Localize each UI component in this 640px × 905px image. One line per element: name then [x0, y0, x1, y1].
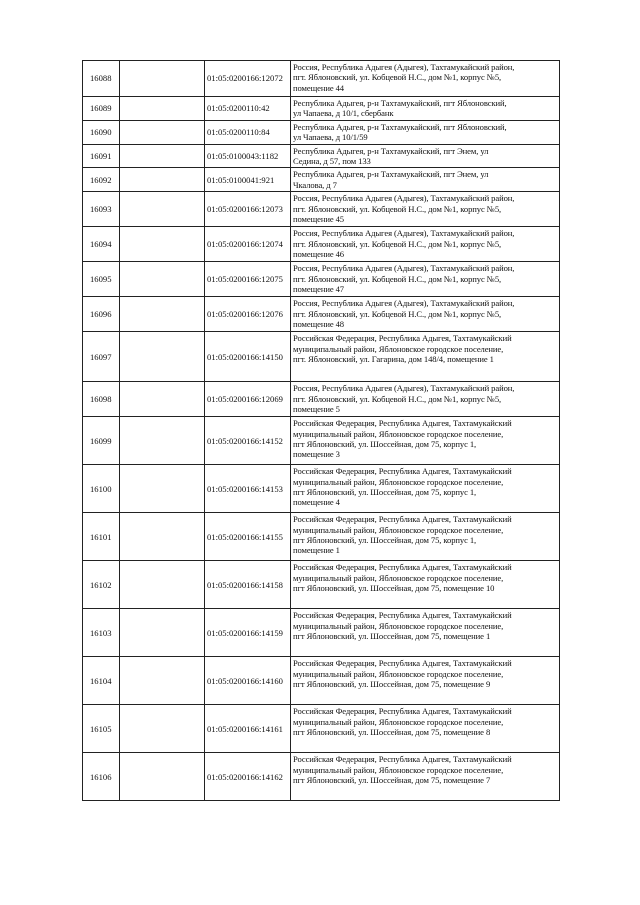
row-number-cell: 16088 — [83, 61, 120, 97]
registry-table-body — [83, 61, 560, 801]
empty-cell — [120, 705, 205, 753]
cadastral-number-cell: 01:05:0200166:14152 — [205, 417, 291, 465]
address-cell: Российская Федерация, Республика Адыгея, Тахтамукайский муниципальный район, Яблоновское городское поселение, пгт Яблоновский, ул. Шоссейная, дом 75, помещение 7 — [291, 753, 560, 801]
row-number-cell: 16106 — [83, 753, 120, 801]
cadastral-number-cell: 01:05:0200166:14153 — [205, 465, 291, 513]
cadastral-number-cell: 01:05:0200166:14162 — [205, 753, 291, 801]
cadastral-number-cell: 01:05:0200166:12074 — [205, 227, 291, 262]
address-cell: Россия, Республика Адыгея (Адыгея), Тахтамукайский район, пгт. Яблоновский, ул. Кобцевой Н.С., дом №1, корпус №5, помещение 47 — [291, 262, 560, 297]
row-number-cell: 16092 — [83, 168, 120, 192]
table-row — [83, 465, 560, 513]
table-row — [83, 657, 560, 705]
address-cell: Республика Адыгея, р-н Тахтамукайский, пгт Яблоновский, ул Чапаева, д 10/1/59 — [291, 120, 560, 144]
table-row — [83, 97, 560, 121]
row-number-cell: 16102 — [83, 561, 120, 609]
table-row — [83, 144, 560, 168]
address-cell: Республика Адыгея, р-н Тахтамукайский, пгт Яблоновский, ул Чапаева, д 10/1, сбербанк — [291, 97, 560, 121]
empty-cell — [120, 297, 205, 332]
address-cell: Российская Федерация, Республика Адыгея, Тахтамукайский муниципальный район, Яблоновское городское поселение, пгт Яблоновский, ул. Шоссейная, дом 75, помещение 10 — [291, 561, 560, 609]
address-cell: Российская Федерация, Республика Адыгея, Тахтамукайский муниципальный район, Яблоновское городское поселение, пгт Яблоновский, ул. Шоссейная, дом 75, помещение 9 — [291, 657, 560, 705]
table-row — [83, 417, 560, 465]
empty-cell — [120, 417, 205, 465]
address-cell: Россия, Республика Адыгея (Адыгея), Тахтамукайский район, пгт. Яблоновский, ул. Кобцевой Н.С., дом №1, корпус №5, помещение 45 — [291, 192, 560, 227]
cadastral-number-cell: 01:05:0200166:14150 — [205, 332, 291, 382]
empty-cell — [120, 120, 205, 144]
empty-cell — [120, 192, 205, 227]
empty-cell — [120, 97, 205, 121]
cadastral-number-cell: 01:05:0200166:14159 — [205, 609, 291, 657]
address-cell: Российская Федерация, Республика Адыгея, Тахтамукайский муниципальный район, Яблоновское городское поселение, пгт Яблоновский, ул. Шоссейная, дом 75, помещение 8 — [291, 705, 560, 753]
cadastral-number-cell: 01:05:0200166:14155 — [205, 513, 291, 561]
table-row — [83, 227, 560, 262]
table-row — [83, 297, 560, 332]
empty-cell — [120, 227, 205, 262]
address-cell: Республика Адыгея, р-н Тахтамукайский, пгт Энем, ул Чкалова, д 7 — [291, 168, 560, 192]
table-row — [83, 753, 560, 801]
address-cell: Российская Федерация, Республика Адыгея, Тахтамукайский муниципальный район, Яблоновское городское поселение, пгт Яблоновский, ул. Шоссейная, дом 75, корпус 1, помещение 3 — [291, 417, 560, 465]
empty-cell — [120, 465, 205, 513]
table-row — [83, 561, 560, 609]
empty-cell — [120, 144, 205, 168]
row-number-cell: 16104 — [83, 657, 120, 705]
row-number-cell: 16094 — [83, 227, 120, 262]
address-cell: Россия, Республика Адыгея (Адыгея), Тахтамукайский район, пгт. Яблоновский, ул. Кобцевой Н.С., дом №1, корпус №5, помещение 44 — [291, 61, 560, 97]
cadastral-number-cell: 01:05:0200166:12069 — [205, 382, 291, 417]
address-cell: Россия, Республика Адыгея (Адыгея), Тахтамукайский район, пгт. Яблоновский, ул. Кобцевой Н.С., дом №1, корпус №5, помещение 5 — [291, 382, 560, 417]
empty-cell — [120, 168, 205, 192]
cadastral-number-cell: 01:05:0100041:921 — [205, 168, 291, 192]
empty-cell — [120, 657, 205, 705]
table-row — [83, 382, 560, 417]
row-number-cell: 16100 — [83, 465, 120, 513]
row-number-cell: 16089 — [83, 97, 120, 121]
empty-cell — [120, 61, 205, 97]
empty-cell — [120, 262, 205, 297]
empty-cell — [120, 513, 205, 561]
address-cell: Республика Адыгея, р-н Тахтамукайский, пгт Энем, ул Седина, д 57, пом 133 — [291, 144, 560, 168]
address-cell: Российская Федерация, Республика Адыгея, Тахтамукайский муниципальный район, Яблоновское городское поселение, пгт Яблоновский, ул. Шоссейная, дом 75, корпус 1, помещение 1 — [291, 513, 560, 561]
empty-cell — [120, 609, 205, 657]
table-row — [83, 192, 560, 227]
row-number-cell: 16098 — [83, 382, 120, 417]
empty-cell — [120, 561, 205, 609]
row-number-cell: 16103 — [83, 609, 120, 657]
table-row — [83, 705, 560, 753]
table-row — [83, 262, 560, 297]
address-cell: Россия, Республика Адыгея (Адыгея), Тахтамукайский район, пгт. Яблоновский, ул. Кобцевой Н.С., дом №1, корпус №5, помещение 48 — [291, 297, 560, 332]
table-row — [83, 513, 560, 561]
table-row — [83, 609, 560, 657]
cadastral-number-cell: 01:05:0200166:14160 — [205, 657, 291, 705]
cadastral-number-cell: 01:05:0200166:14161 — [205, 705, 291, 753]
row-number-cell: 16093 — [83, 192, 120, 227]
cadastral-number-cell: 01:05:0200110:84 — [205, 120, 291, 144]
row-number-cell: 16090 — [83, 120, 120, 144]
table-row — [83, 332, 560, 382]
row-number-cell: 16091 — [83, 144, 120, 168]
empty-cell — [120, 753, 205, 801]
address-cell: Российская Федерация, Республика Адыгея, Тахтамукайский муниципальный район, Яблоновское городское поселение, пгт. Яблоновский, ул. Гагарина, дом 148/4, помещение 1 — [291, 332, 560, 382]
address-cell: Российская Федерация, Республика Адыгея, Тахтамукайский муниципальный район, Яблоновское городское поселение, пгт Яблоновский, ул. Шоссейная, дом 75, помещение 1 — [291, 609, 560, 657]
row-number-cell: 16095 — [83, 262, 120, 297]
cadastral-number-cell: 01:05:0200110:42 — [205, 97, 291, 121]
table-row — [83, 61, 560, 97]
cadastral-number-cell: 01:05:0200166:12075 — [205, 262, 291, 297]
cadastral-number-cell: 01:05:0200166:12076 — [205, 297, 291, 332]
cadastral-number-cell: 01:05:0200166:14158 — [205, 561, 291, 609]
table-row — [83, 120, 560, 144]
row-number-cell: 16096 — [83, 297, 120, 332]
address-cell: Российская Федерация, Республика Адыгея, Тахтамукайский муниципальный район, Яблоновское городское поселение, пгт Яблоновский, ул. Шоссейная, дом 75, корпус 1, помещение 4 — [291, 465, 560, 513]
row-number-cell: 16105 — [83, 705, 120, 753]
address-cell: Россия, Республика Адыгея (Адыгея), Тахтамукайский район, пгт. Яблоновский, ул. Кобцевой Н.С., дом №1, корпус №5, помещение 46 — [291, 227, 560, 262]
row-number-cell: 16101 — [83, 513, 120, 561]
cadastral-number-cell: 01:05:0200166:12073 — [205, 192, 291, 227]
cadastral-number-cell: 01:05:0100043:1182 — [205, 144, 291, 168]
row-number-cell: 16097 — [83, 332, 120, 382]
table-row — [83, 168, 560, 192]
cadastral-number-cell: 01:05:0200166:12072 — [205, 61, 291, 97]
registry-table — [82, 60, 560, 801]
row-number-cell: 16099 — [83, 417, 120, 465]
empty-cell — [120, 332, 205, 382]
empty-cell — [120, 382, 205, 417]
